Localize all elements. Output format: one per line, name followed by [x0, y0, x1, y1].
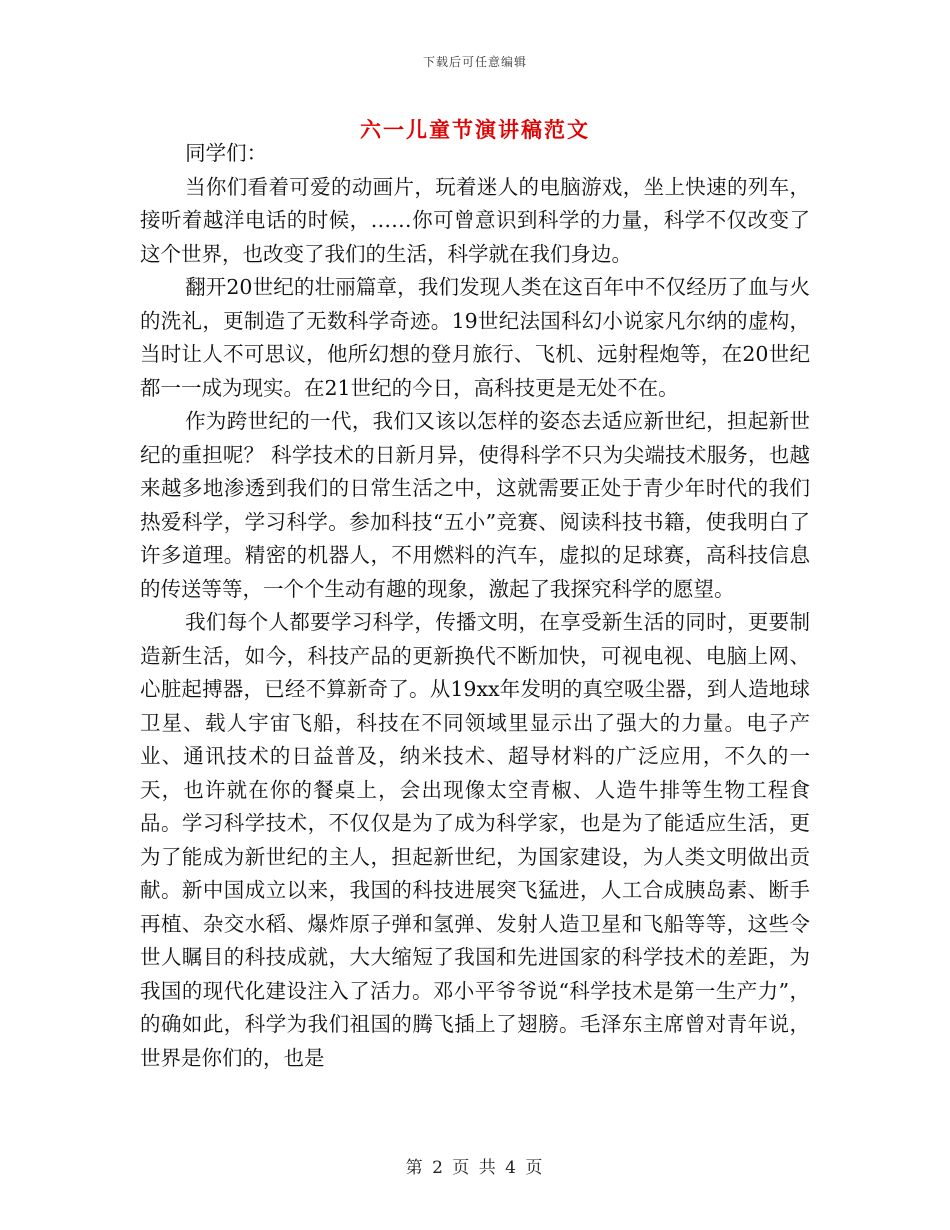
page-number-footer: 第 2 页 共 4 页: [405, 1158, 545, 1178]
document-body: [140, 137, 810, 1075]
page-header-note: 下载后可任意编辑: [422, 55, 527, 69]
paragraph-4: 我们每个人都要学习科学，传播文明，在享受新生活的同时，更要制造新生活，如今，科技产品的更新换代不断加快，可视电视、电脑上网、心脏起搏器，已经不算新奇了。从19xx年发明的真空吸尘器，到人造地球卫星、载人宇宙飞船，科技在不同领域里显示出了强大的力量。电子产业、通讯技术的日益普及，纳米技术、超导材料的广泛应用，不久的一天，也许就在你的餐桌上，会出现像太空青椒、人造牛排等生物工程食品。学习科学技术，不仅仅是为了成为科学家，也是为了能适应生活，更为了能成为新世纪的主人，担起新世纪，为国家建设，为人类文明做出贡献。新中国成立以来，我国的科技进展突飞猛进，人工合成胰岛素、断手再植、杂交水稻、爆炸原子弹和氢弹、发射人造卫星和飞船等等，这些令世人瞩目的科技成就，大大缩短了我国和先进国家的科学技术的差距，为我国的现代化建设注入了活力。邓小平爷爷说“科学技术是第一生产力”，的确如此，科学为我们祖国的腾飞插上了翅膀。毛泽东主席曾对青年说，世界是你们的，也是: [140, 610, 810, 1070]
paragraph-1: 当你们看着可爱的动画片，玩着迷人的电脑游戏，坐上快速的列车，接听着越洋电话的时候，……你可曾意识到科学的力量，科学不仅改变了这个世界，也改变了我们的生活，科学就在我们身边。: [140, 174, 810, 266]
paragraph-3: 作为跨世纪的一代，我们又该以怎样的姿态去适应新世纪，担起新世纪的重担呢？ 科学技术的日新月异，使得科学不只为尖端技术服务，也越来越多地渗透到我们的日常生活之中，这就需要正处于青少年时代的我们热爱科学，学习科学。参加科技“五小”竞赛、阅读科技书籍，使我明白了许多道理。精密的机器人，不用燃料的汽车，虚拟的足球赛，高科技信息的传送等等，一个个生动有趣的现象，激起了我探究科学的愿望。: [140, 409, 810, 601]
paragraph-2: 翻开20世纪的壮丽篇章，我们发现人类在这百年中不仅经历了血与火的洗礼，更制造了无数科学奇迹。19世纪法国科幻小说家凡尔纳的虚构，当时让人不可思议，他所幻想的登月旅行、飞机、远射程炮等，在20世纪都一一成为现实。在21世纪的今日，高科技更是无处不在。: [140, 275, 810, 400]
greeting: 同学们：: [185, 141, 268, 165]
document-title: 六一儿童节演讲稿范文: [360, 117, 590, 142]
